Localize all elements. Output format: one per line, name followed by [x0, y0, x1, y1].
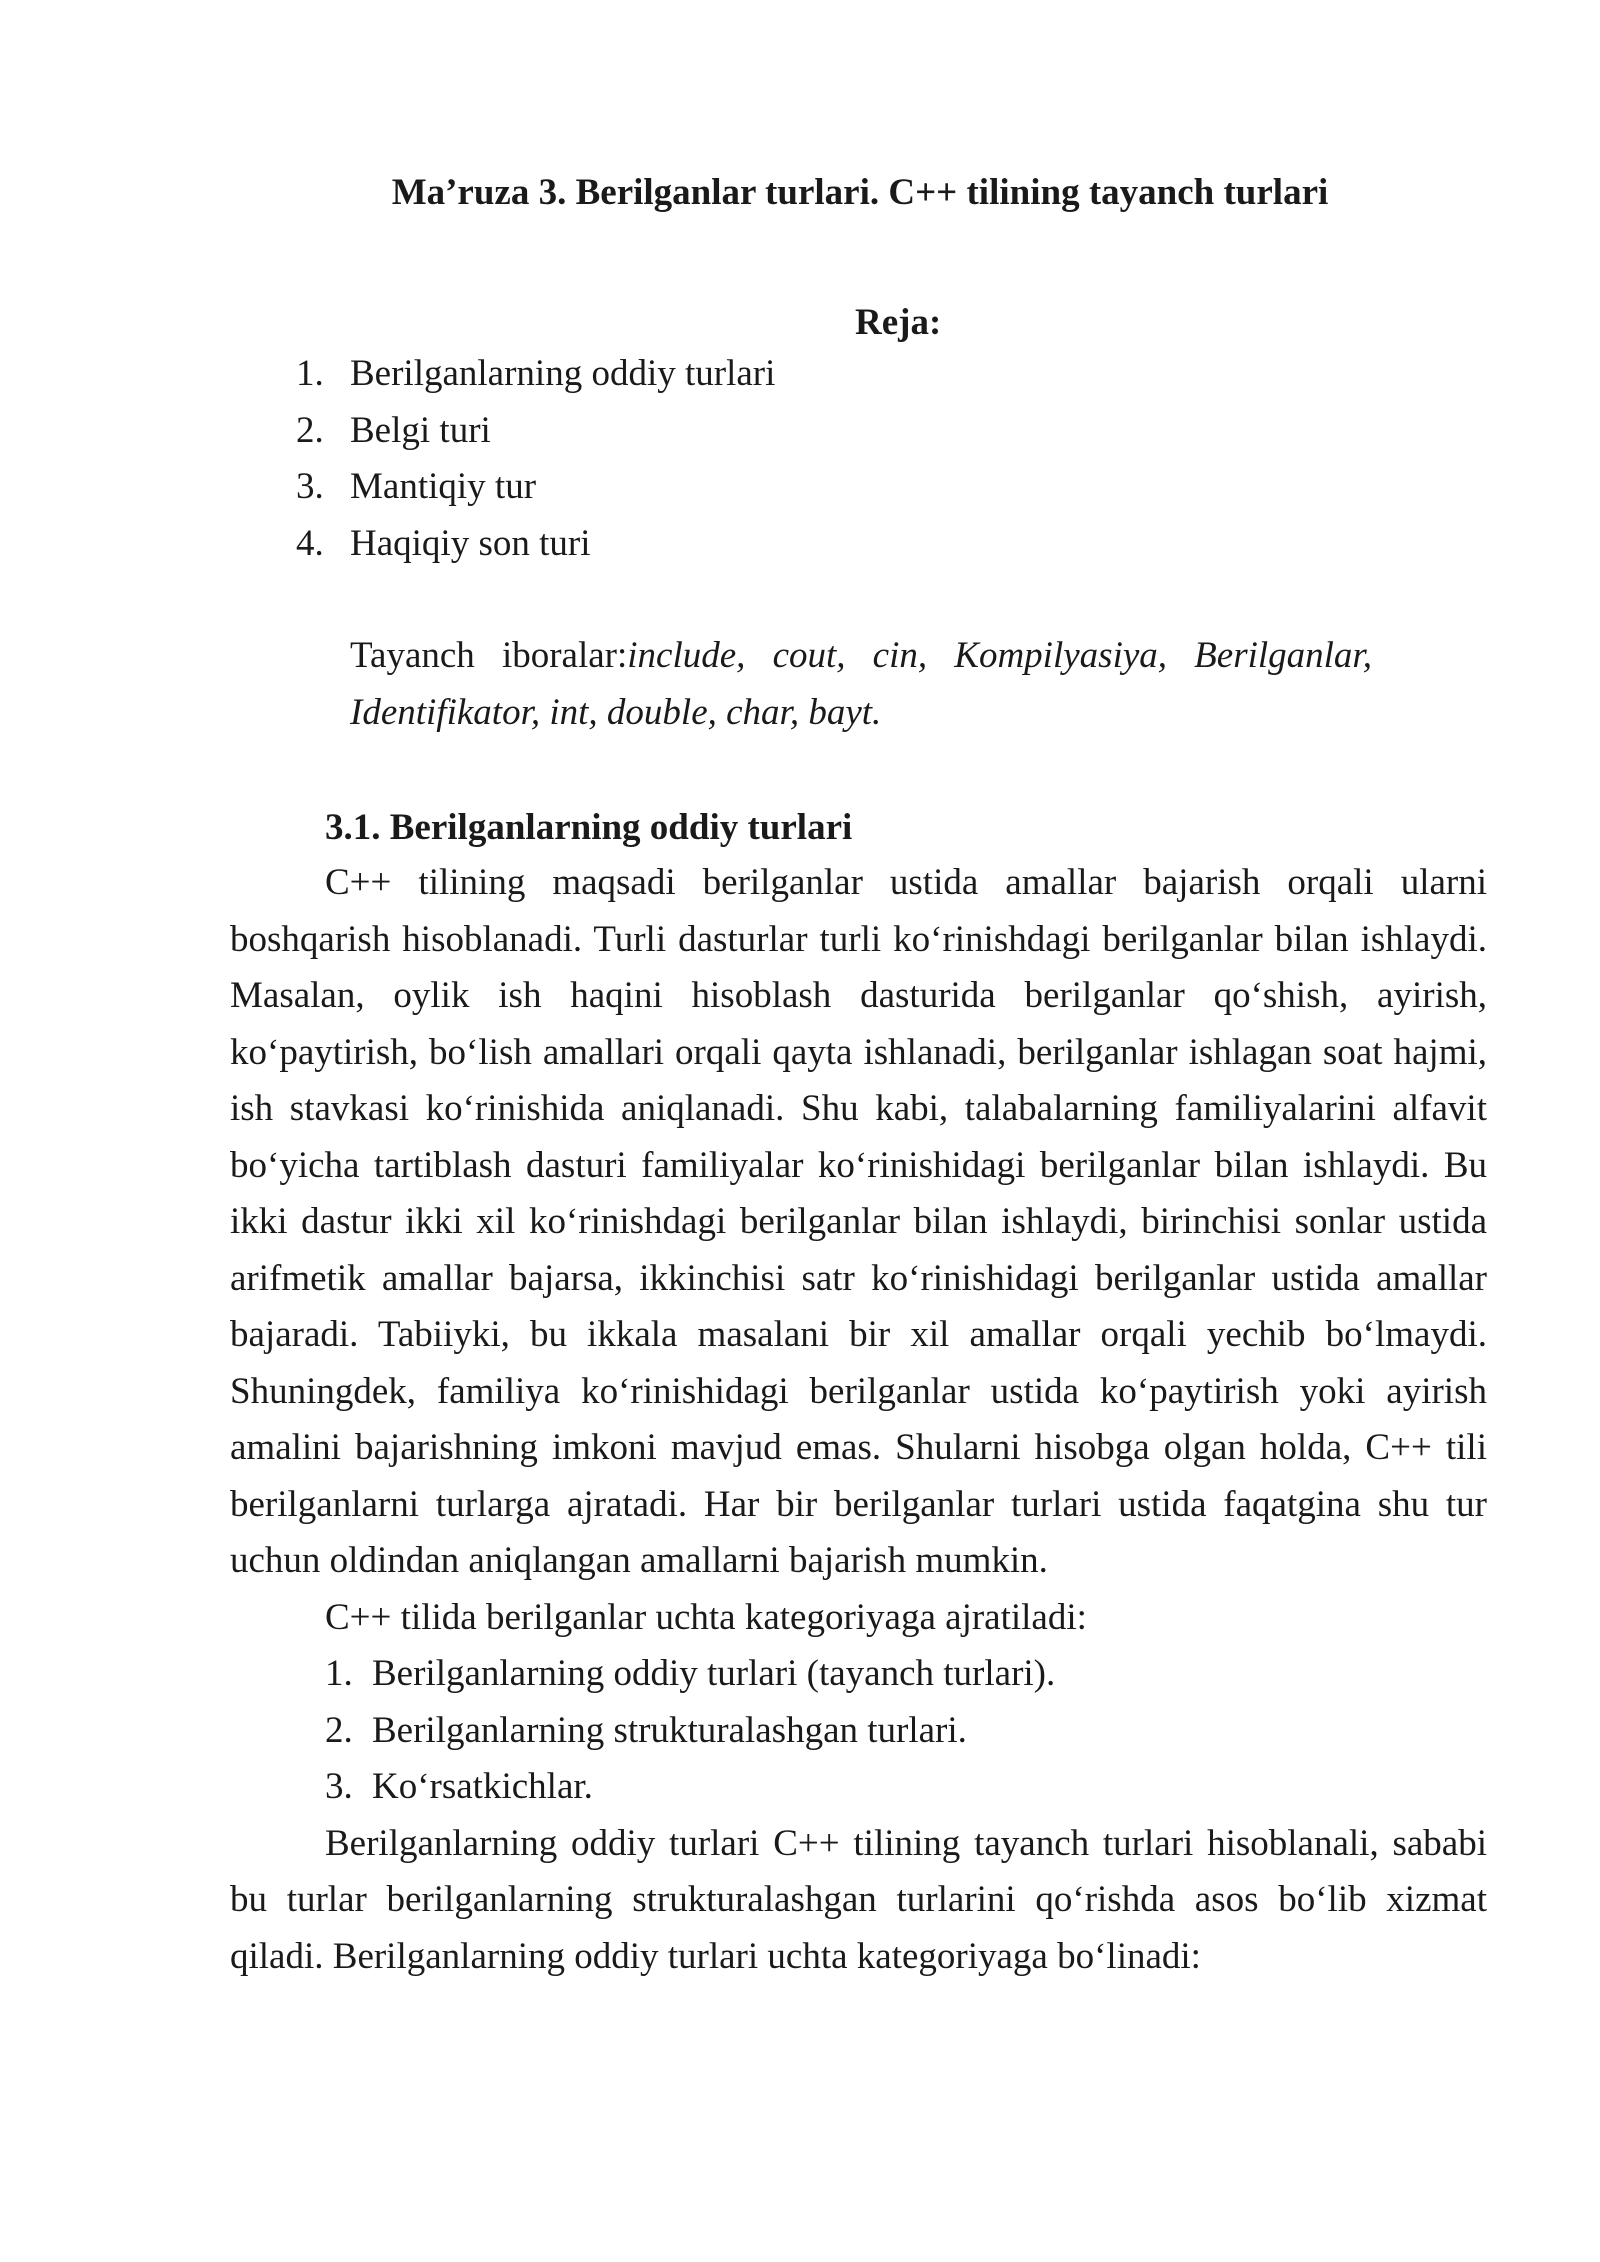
category-item-text: Ko‘rsatkichlar.: [372, 1766, 593, 1807]
category-item: [230, 1646, 1487, 1703]
plan-item: [296, 346, 775, 403]
plan-heading: Reja:: [855, 302, 942, 343]
paragraph: C++ tilining maqsadi berilganlar ustida amallar bajarish orqali ularni boshqarish hisoblanadi. Turli dasturlar turli ko‘rinishdagi berilganlar bilan ishlaydi. Masalan, oylik ish haqini hisoblash dasturida berilganlar qo‘shish, ayirish, ko‘paytirish, bo‘lish amallari orqali qayta ishlanadi, berilganlar ishlagan soat hajmi, ish stavkasi ko‘rinishida aniqlanadi. Shu kabi, talabalarning familiyalarini alfavit bo‘yicha tartiblash dasturi familiyalar ko‘rinishidagi berilganlar bilan ishlaydi. Bu ikki dastur ikki xil ko‘rinishdagi berilganlar bilan ishlaydi, birinchisi sonlar ustida arifmetik amallar bajarsa, ikkinchisi satr ko‘rinishidagi berilganlar ustida amallar bajaradi. Tabiiyki, bu ikkala masalani bir xil amallar orqali yechib bo‘lmaydi. Shuningdek, familiya ko‘rinishidagi berilganlar ustida ko‘paytirish yoki ayirish amalini bajarishning imkoni mavjud emas. Shularni hisobga olgan holda, C++ tili berilganlarni turlarga ajratadi. Har bir berilganlar turlari ustida faqatgina shu tur uchun oldindan aniqlangan amallarni bajarish mumkin.: [230, 862, 1487, 1581]
plan-item-text: Haqiqiy son turi: [350, 522, 591, 564]
plan-list: [296, 346, 775, 572]
keywords-terms: include, cout, cin, Kompilyasiya, Berilganlar, Identifikator, int, double, char, bayt.: [350, 635, 1372, 733]
category-item: [230, 1759, 1487, 1816]
category-item-number: 2.: [325, 1709, 353, 1751]
keywords-label: Tayanch iboralar:: [350, 635, 628, 676]
keywords-block: [350, 628, 1372, 741]
category-item: [230, 1703, 1487, 1760]
plan-item-text: Mantiqiy tur: [350, 466, 537, 507]
category-item-number: 3.: [325, 1766, 353, 1807]
category-item-text: Berilganlarning strukturalashgan turlari.: [372, 1709, 967, 1751]
category-item-number: 1.: [325, 1653, 353, 1694]
plan-item: [296, 403, 775, 460]
page-title: Ma’ruza 3. Berilganlar turlari. C++ tilining tayanch turlari: [391, 172, 1329, 213]
plan-item-number: 1.: [296, 353, 324, 394]
plan-item-number: 3.: [296, 466, 324, 507]
plan-item-text: Berilganlarning oddiy turlari: [350, 353, 776, 394]
plan-item: [296, 516, 775, 573]
plan-item-number: 4.: [296, 522, 324, 564]
section-heading: 3.1. Berilganlarning oddiy turlari: [325, 807, 853, 848]
section-body: [230, 855, 1487, 1985]
plan-item-text: Belgi turi: [350, 409, 491, 451]
paragraph: Berilganlarning oddiy turlari C++ tilining tayanch turlari hisoblanali, sababi bu turlar berilganlarning strukturalashgan turlarini qo‘rishda asos bo‘lib xizmat qiladi. Berilganlarning oddiy turlari uchta kategoriyaga bo‘linadi:: [230, 1822, 1487, 1977]
category-list: [230, 1646, 1487, 1816]
paragraph: C++ tilida berilganlar uchta kategoriyaga ajratiladi:: [325, 1596, 1087, 1638]
category-item-text: Berilganlarning oddiy turlari (tayanch turlari).: [372, 1653, 1056, 1694]
plan-item-number: 2.: [296, 409, 324, 451]
plan-item: [296, 459, 775, 516]
